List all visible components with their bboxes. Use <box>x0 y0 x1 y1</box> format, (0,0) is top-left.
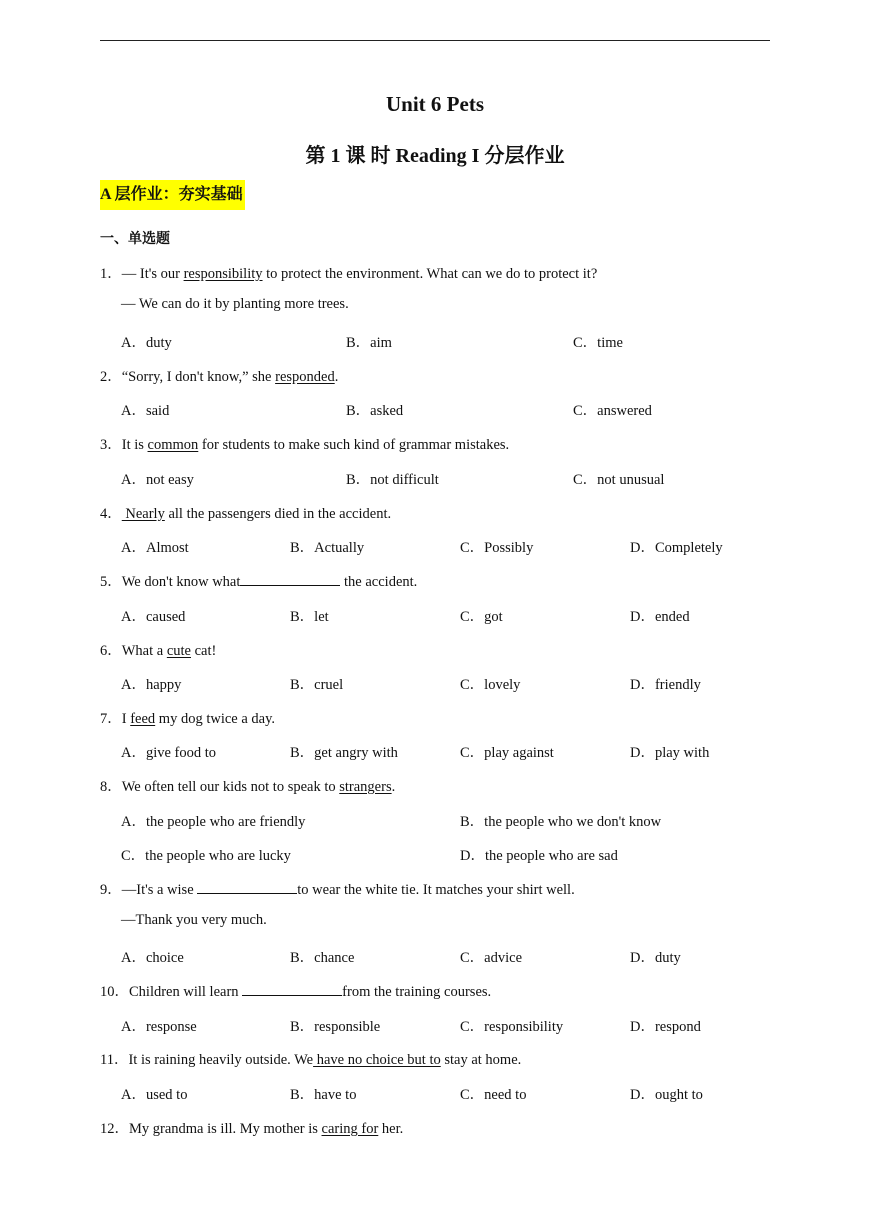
option-c: C．play against <box>460 745 554 761</box>
underlined-word: common <box>147 437 199 453</box>
question-10: 10．Children will learn from the training courses. <box>100 984 492 1000</box>
underlined-word: Nearly <box>121 506 165 522</box>
option-d: D．ought to <box>630 1087 703 1103</box>
option-b: B．get angry with <box>290 745 398 761</box>
option-b: B．the people who we don't know <box>460 814 662 830</box>
underlined-word: caring for <box>321 1121 379 1137</box>
option-c: C．the people who are lucky <box>121 848 291 864</box>
option-c: C．need to <box>460 1087 527 1103</box>
question-12: 12．My grandma is ill. My mother is caring for her. <box>100 1121 404 1137</box>
underlined-word: have no choice but to <box>313 1052 441 1068</box>
option-d: D．play with <box>630 745 710 761</box>
underlined-word: strangers <box>339 779 392 795</box>
question-number: 4． <box>100 506 122 522</box>
option-c: C．time <box>573 335 623 351</box>
question-3: 3．It is common for students to make such kind of grammar mistakes. <box>100 437 510 453</box>
question-number: 8． <box>100 779 122 795</box>
underlined-word: responsibility <box>183 266 263 282</box>
question-6: 6．What a cute cat! <box>100 643 217 659</box>
option-b: B．not difficult <box>346 472 439 488</box>
header-rule <box>100 40 770 41</box>
question-4: 4． Nearly all the passengers died in the accident. <box>100 506 392 522</box>
option-b: B．chance <box>290 950 355 966</box>
question-number: 3． <box>100 437 122 453</box>
option-c: C．Possibly <box>460 540 534 556</box>
option-b: B．Actually <box>290 540 365 556</box>
answer-blank <box>242 983 342 996</box>
option-c: C．got <box>460 609 503 625</box>
option-d: D．duty <box>630 950 681 966</box>
underlined-word: feed <box>130 711 156 727</box>
option-b: B．let <box>290 609 329 625</box>
option-a: A．caused <box>121 609 186 625</box>
question-2: 2．“Sorry, I don't know,” she responded. <box>100 369 339 385</box>
option-c: C．lovely <box>460 677 521 693</box>
unit-title: Unit 6 Pets <box>386 92 484 116</box>
question-number: 9． <box>100 882 122 898</box>
option-a: A．used to <box>121 1087 188 1103</box>
option-a: A．Almost <box>121 540 189 556</box>
question-1-reply: — We can do it by planting more trees. <box>121 296 349 312</box>
question-7: 7．I feed my dog twice a day. <box>100 711 276 727</box>
option-b: B．cruel <box>290 677 344 693</box>
option-d: D．friendly <box>630 677 701 693</box>
question-number: 1． <box>100 266 122 282</box>
question-number: 2． <box>100 369 122 385</box>
question-1: 1．— It's our responsibility to protect the environment. What can we do to protect it? <box>100 266 598 282</box>
option-a: A．response <box>121 1019 197 1035</box>
option-a: A．said <box>121 403 170 419</box>
option-a: A．happy <box>121 677 182 693</box>
option-a: A．duty <box>121 335 172 351</box>
option-b: B．have to <box>290 1087 357 1103</box>
option-c: C．answered <box>573 403 652 419</box>
option-c: C．advice <box>460 950 523 966</box>
option-a: A．the people who are friendly <box>121 814 306 830</box>
layer-a-label: A 层作业：夯实基础 <box>100 180 245 210</box>
option-a: A．not easy <box>121 472 194 488</box>
question-number: 12． <box>100 1121 129 1137</box>
question-number: 5． <box>100 574 122 590</box>
option-c: C．not unusual <box>573 472 665 488</box>
question-5: 5．We don't know what the accident. <box>100 574 418 590</box>
option-a: A．choice <box>121 950 184 966</box>
question-9: 9．—It's a wise to wear the white tie. It matches your shirt well. <box>100 882 575 898</box>
question-number: 11． <box>100 1052 129 1068</box>
question-number: 7． <box>100 711 122 727</box>
option-d: D．Completely <box>630 540 723 556</box>
option-b: B．aim <box>346 335 392 351</box>
lesson-title: 第 1 课 时 Reading I 分层作业 <box>305 145 565 167</box>
option-b: B．asked <box>346 403 404 419</box>
underlined-word: cute <box>166 643 191 659</box>
underlined-word: responded <box>275 369 335 385</box>
section-label: 一、单选题 <box>100 232 170 247</box>
question-11: 11．It is raining heavily outside. We have no choice but to stay at home. <box>100 1052 522 1068</box>
question-number: 6． <box>100 643 122 659</box>
question-number: 10． <box>100 984 129 1000</box>
option-d: D．ended <box>630 609 690 625</box>
option-c: C．responsibility <box>460 1019 564 1035</box>
question-9-reply: —Thank you very much. <box>121 912 267 928</box>
question-8: 8．We often tell our kids not to speak to strangers. <box>100 779 396 795</box>
option-a: A．give food to <box>121 745 217 761</box>
option-d: D．the people who are sad <box>460 848 618 864</box>
answer-blank <box>240 573 340 586</box>
option-d: D．respond <box>630 1019 701 1035</box>
answer-blank <box>197 881 297 894</box>
option-b: B．responsible <box>290 1019 381 1035</box>
